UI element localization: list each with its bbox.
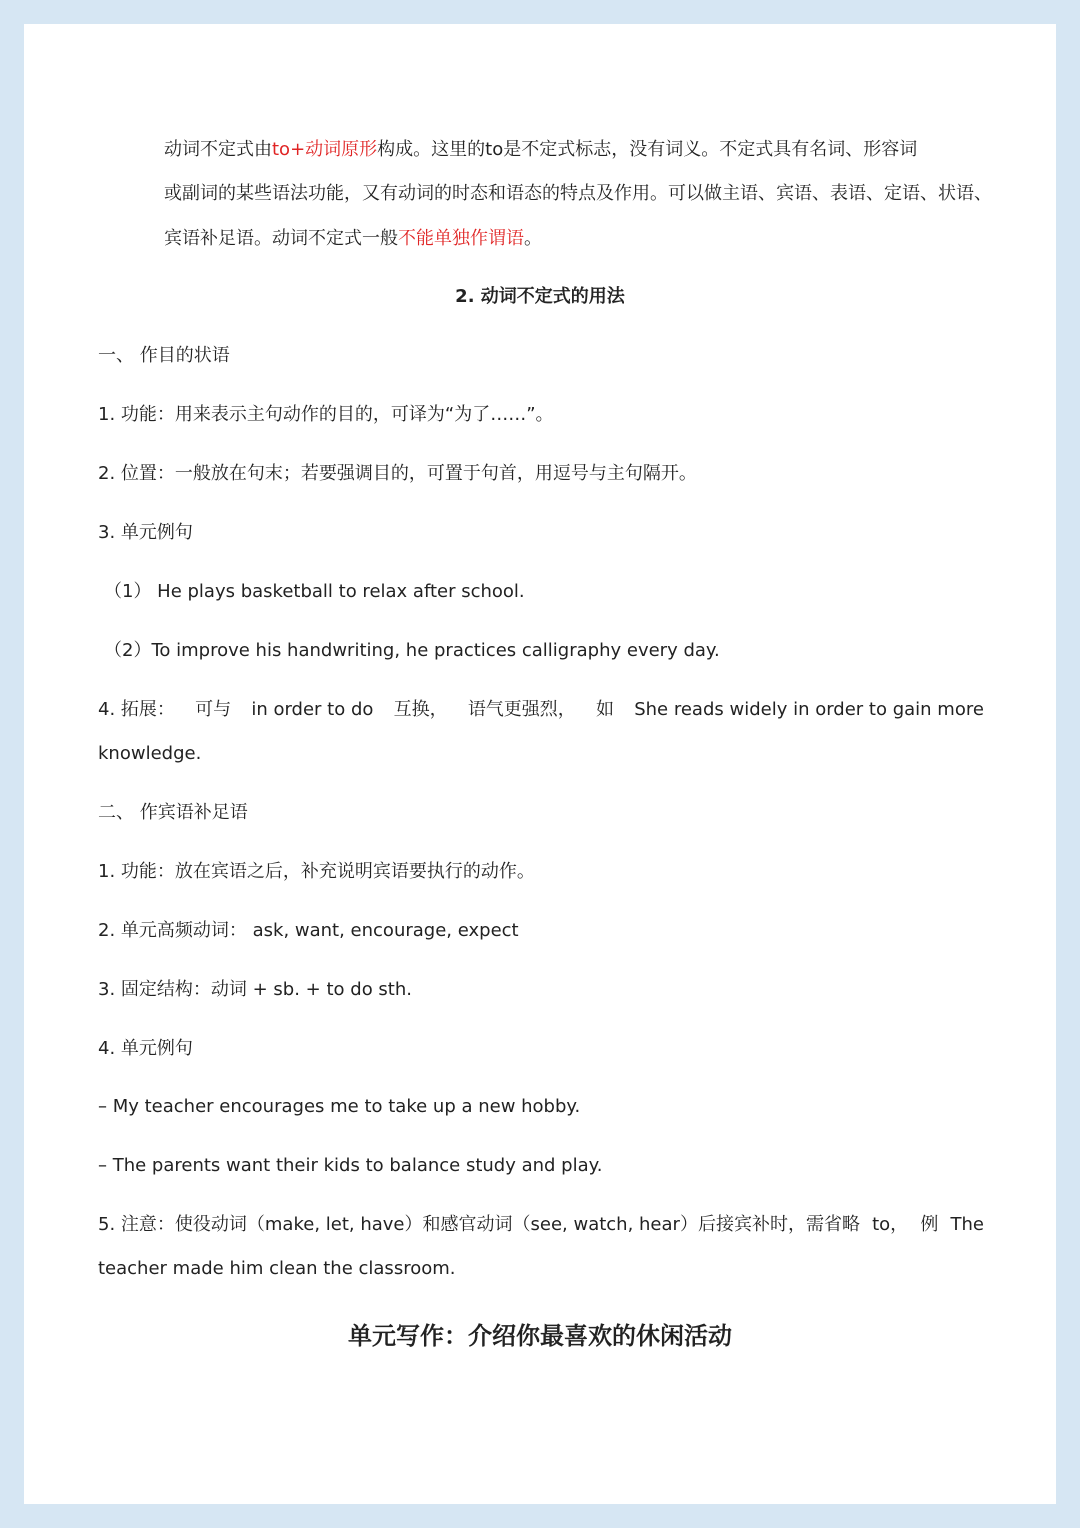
part1-example-1: （1） He plays basketball to relax after school.	[104, 581, 525, 602]
intro-text: 。	[524, 228, 542, 249]
document-page	[24, 24, 1056, 1504]
part2-verbs: 2. 单元高频动词： ask, want, encourage, expect	[98, 920, 519, 941]
intro-line-1	[164, 138, 917, 162]
part2-example-2: – The parents want their kids to balance study and play.	[98, 1155, 603, 1176]
part2-note-line-2: teacher made him clean the classroom.	[98, 1258, 456, 1279]
section-title: 2. 动词不定式的用法	[455, 286, 625, 307]
intro-text: 宾语补足语。动词不定式一般	[164, 228, 398, 249]
expand-segment: 4. 拓展：	[98, 699, 175, 720]
expand-segment: in order to do	[251, 699, 374, 720]
part1-examples-label: 3. 单元例句	[98, 522, 193, 543]
note-segment: 5. 注意：使役动词（make, let, have）和感官动词（see, watch, hear）后接宾补时，需省略	[98, 1214, 860, 1235]
intro-highlight: 不能单独作谓语	[398, 228, 524, 249]
intro-text: 构成。这里的to是不定式标志，没有词义。不定式具有名词、形容词	[377, 139, 918, 160]
part1-expand-line-1	[98, 698, 984, 722]
part2-examples-label: 4. 单元例句	[98, 1038, 193, 1059]
part2-example-1: – My teacher encourages me to take up a new hobby.	[98, 1096, 581, 1117]
part2-heading: 二、 作宾语补足语	[98, 802, 248, 823]
expand-segment: 如	[596, 699, 615, 720]
part1-heading: 一、 作目的状语	[98, 345, 230, 366]
intro-text: 动词不定式由	[164, 139, 272, 160]
expand-segment: She reads widely in order to gain more	[634, 699, 984, 720]
writing-title: 单元写作：介绍你最喜欢的休闲活动	[348, 1322, 732, 1350]
expand-segment: 语气更强烈，	[467, 699, 576, 720]
part1-expand-line-2: knowledge.	[98, 743, 202, 764]
part2-note-line-1	[98, 1213, 984, 1237]
note-segment: to，	[872, 1214, 909, 1235]
part1-example-2: （2）To improve his handwriting, he practices calligraphy every day.	[104, 640, 720, 661]
intro-line-2: 或副词的某些语法功能，又有动词的时态和语态的特点及作用。可以做主语、宾语、表语、定语、状语、	[164, 183, 992, 204]
expand-segment: 可与	[195, 699, 232, 720]
note-segment: The	[950, 1214, 984, 1235]
part1-position: 2. 位置：一般放在句末；若要强调目的，可置于句首，用逗号与主句隔开。	[98, 463, 697, 484]
part2-structure: 3. 固定结构：动词 + sb. + to do sth.	[98, 979, 412, 1000]
note-segment: 例	[920, 1214, 939, 1235]
part2-function: 1. 功能：放在宾语之后，补充说明宾语要执行的动作。	[98, 861, 535, 882]
intro-highlight: to+动词原形	[272, 139, 378, 160]
intro-line-3	[164, 227, 542, 251]
part1-function: 1. 功能：用来表示主句动作的目的，可译为“为了……”。	[98, 404, 554, 425]
expand-segment: 互换，	[393, 699, 448, 720]
